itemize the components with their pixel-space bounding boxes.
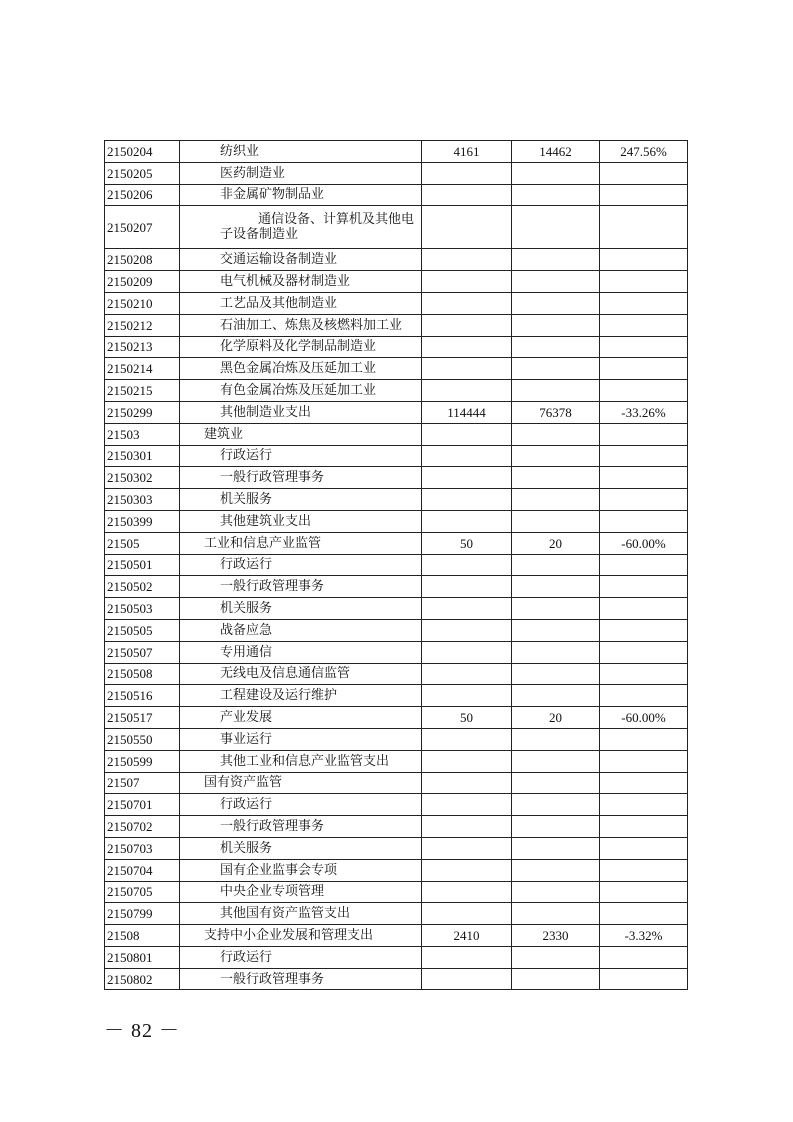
table-row [105,271,688,293]
value-cell-2 [512,510,600,532]
table-row [105,141,688,163]
table-row [105,772,688,794]
subject-name-cell: 国有企业监事会专项 [180,859,422,881]
subject-name-cell: 工艺品及其他制造业 [180,292,422,314]
table-row [105,314,688,336]
change-rate-cell [600,663,688,685]
table-row [105,358,688,380]
value-cell-2 [512,423,600,445]
subject-code-cell: 2150208 [105,249,180,271]
subject-code-cell: 2150210 [105,292,180,314]
value-cell-1: 50 [422,532,512,554]
subject-name-cell: 建筑业 [180,423,422,445]
table-row [105,292,688,314]
subject-name-cell: 国有资产监管 [180,772,422,794]
value-cell-2 [512,946,600,968]
value-cell-2 [512,794,600,816]
subject-name-cell: 中央企业专项管理 [180,881,422,903]
change-rate-cell [600,576,688,598]
value-cell-2 [512,968,600,990]
subject-name-cell: 支持中小企业发展和管理支出 [180,925,422,947]
subject-name-cell: 行政运行 [180,946,422,968]
value-cell-2 [512,728,600,750]
change-rate-cell [600,271,688,293]
value-cell-2 [512,489,600,511]
value-cell-1 [422,598,512,620]
table-row [105,336,688,358]
change-rate-cell [600,510,688,532]
subject-name-cell: 其他工业和信息产业监管支出 [180,750,422,772]
change-rate-cell [600,184,688,206]
value-cell-1 [422,292,512,314]
table-row [105,554,688,576]
budget-table [104,140,688,990]
value-cell-1 [422,467,512,489]
subject-code-cell: 2150703 [105,837,180,859]
value-cell-1 [422,554,512,576]
value-cell-1 [422,184,512,206]
change-rate-cell [600,968,688,990]
value-cell-2 [512,663,600,685]
subject-name-cell: 事业运行 [180,728,422,750]
table-row [105,925,688,947]
value-cell-1 [422,685,512,707]
subject-name-cell: 有色金属冶炼及压延加工业 [180,380,422,402]
subject-name-cell: 机关服务 [180,837,422,859]
table-row [105,401,688,423]
table-row [105,619,688,641]
subject-code-cell: 2150702 [105,816,180,838]
change-rate-cell [600,554,688,576]
value-cell-2 [512,772,600,794]
value-cell-2 [512,816,600,838]
value-cell-2 [512,685,600,707]
value-cell-2 [512,837,600,859]
value-cell-1 [422,794,512,816]
value-cell-2 [512,292,600,314]
table-row [105,510,688,532]
table-row [105,445,688,467]
value-cell-1 [422,728,512,750]
table-row [105,206,688,249]
change-rate-cell: -60.00% [600,532,688,554]
table-row [105,837,688,859]
table-row [105,249,688,271]
subject-name-cell: 一般行政管理事务 [180,576,422,598]
change-rate-cell [600,489,688,511]
subject-code-cell: 21505 [105,532,180,554]
change-rate-cell [600,423,688,445]
subject-name-cell: 非金属矿物制品业 [180,184,422,206]
value-cell-1 [422,837,512,859]
table-row [105,380,688,402]
subject-code-cell: 2150205 [105,162,180,184]
value-cell-1 [422,641,512,663]
subject-code-cell: 2150704 [105,859,180,881]
change-rate-cell [600,859,688,881]
value-cell-2 [512,598,600,620]
subject-code-cell: 2150705 [105,881,180,903]
value-cell-1: 4161 [422,141,512,163]
table-row [105,184,688,206]
value-cell-2 [512,445,600,467]
value-cell-1 [422,816,512,838]
subject-code-cell: 2150204 [105,141,180,163]
subject-name-cell: 石油加工、炼焦及核燃料加工业 [180,314,422,336]
value-cell-1 [422,663,512,685]
subject-code-cell: 2150516 [105,685,180,707]
change-rate-cell [600,641,688,663]
subject-code-cell: 2150501 [105,554,180,576]
value-cell-1 [422,162,512,184]
value-cell-2 [512,576,600,598]
subject-name-cell: 机关服务 [180,489,422,511]
table-row [105,750,688,772]
subject-code-cell: 2150214 [105,358,180,380]
change-rate-cell [600,772,688,794]
subject-name-cell: 工业和信息产业监管 [180,532,422,554]
table-row [105,423,688,445]
value-cell-1: 114444 [422,401,512,423]
subject-code-cell: 2150507 [105,641,180,663]
change-rate-cell [600,336,688,358]
subject-name-cell: 纺织业 [180,141,422,163]
value-cell-2: 20 [512,707,600,729]
change-rate-cell [600,881,688,903]
value-cell-1 [422,881,512,903]
subject-name-cell: 其他国有资产监管支出 [180,903,422,925]
change-rate-cell [600,206,688,249]
value-cell-2: 20 [512,532,600,554]
subject-name-cell: 行政运行 [180,794,422,816]
subject-name-cell: 其他建筑业支出 [180,510,422,532]
subject-code-cell: 2150503 [105,598,180,620]
subject-name-cell: 交通运输设备制造业 [180,249,422,271]
subject-code-cell: 2150799 [105,903,180,925]
subject-code-cell: 2150505 [105,619,180,641]
table-row [105,816,688,838]
subject-code-cell: 2150517 [105,707,180,729]
change-rate-cell [600,794,688,816]
subject-name-cell: 通信设备、计算机及其他电子设备制造业 [180,206,422,249]
change-rate-cell: -3.32% [600,925,688,947]
subject-code-cell: 2150301 [105,445,180,467]
value-cell-1 [422,859,512,881]
table-row [105,794,688,816]
subject-code-cell: 2150502 [105,576,180,598]
value-cell-2 [512,750,600,772]
subject-code-cell: 2150550 [105,728,180,750]
value-cell-2: 76378 [512,401,600,423]
subject-name-cell: 工程建设及运行维护 [180,685,422,707]
value-cell-1 [422,336,512,358]
value-cell-1: 50 [422,707,512,729]
subject-code-cell: 2150801 [105,946,180,968]
value-cell-1 [422,271,512,293]
value-cell-1 [422,750,512,772]
subject-name-cell: 一般行政管理事务 [180,816,422,838]
subject-name-cell: 其他制造业支出 [180,401,422,423]
value-cell-1 [422,489,512,511]
subject-code-cell: 21503 [105,423,180,445]
value-cell-2 [512,162,600,184]
subject-code-cell: 2150299 [105,401,180,423]
change-rate-cell [600,314,688,336]
table-row [105,162,688,184]
subject-code-cell: 2150215 [105,380,180,402]
table-row [105,467,688,489]
subject-name-cell: 战备应急 [180,619,422,641]
value-cell-2 [512,554,600,576]
subject-code-cell: 2150508 [105,663,180,685]
table-row [105,663,688,685]
value-cell-2 [512,903,600,925]
page-number: － 82 － [104,1020,180,1042]
value-cell-1 [422,249,512,271]
subject-code-cell: 2150207 [105,206,180,249]
subject-code-cell: 2150802 [105,968,180,990]
value-cell-2 [512,314,600,336]
subject-name-cell: 专用通信 [180,641,422,663]
value-cell-1 [422,510,512,532]
subject-code-cell: 21507 [105,772,180,794]
change-rate-cell [600,445,688,467]
change-rate-cell [600,816,688,838]
subject-code-cell: 2150599 [105,750,180,772]
subject-name-cell: 机关服务 [180,598,422,620]
change-rate-cell [600,946,688,968]
subject-name-cell: 产业发展 [180,707,422,729]
subject-name-cell: 电气机械及器材制造业 [180,271,422,293]
value-cell-2 [512,641,600,663]
value-cell-2 [512,271,600,293]
value-cell-1 [422,772,512,794]
table-row [105,903,688,925]
value-cell-2 [512,336,600,358]
value-cell-1 [422,576,512,598]
change-rate-cell [600,685,688,707]
value-cell-2 [512,206,600,249]
value-cell-1 [422,206,512,249]
value-cell-1: 2410 [422,925,512,947]
change-rate-cell [600,598,688,620]
subject-code-cell: 2150303 [105,489,180,511]
value-cell-2: 2330 [512,925,600,947]
change-rate-cell [600,358,688,380]
subject-name-cell: 一般行政管理事务 [180,467,422,489]
change-rate-cell [600,380,688,402]
table-row [105,859,688,881]
table-row [105,532,688,554]
value-cell-2 [512,467,600,489]
value-cell-1 [422,946,512,968]
table-body [105,141,688,990]
table-row [105,707,688,729]
table-row [105,489,688,511]
subject-code-cell: 2150399 [105,510,180,532]
subject-name-cell: 医药制造业 [180,162,422,184]
value-cell-1 [422,423,512,445]
table-row [105,968,688,990]
value-cell-1 [422,314,512,336]
change-rate-cell [600,249,688,271]
subject-code-cell: 2150701 [105,794,180,816]
value-cell-2: 14462 [512,141,600,163]
value-cell-2 [512,881,600,903]
table-row [105,576,688,598]
value-cell-2 [512,859,600,881]
change-rate-cell [600,837,688,859]
value-cell-2 [512,619,600,641]
subject-code-cell: 2150302 [105,467,180,489]
value-cell-1 [422,380,512,402]
table-row [105,881,688,903]
change-rate-cell: -60.00% [600,707,688,729]
subject-code-cell: 21508 [105,925,180,947]
subject-code-cell: 2150206 [105,184,180,206]
change-rate-cell [600,467,688,489]
subject-code-cell: 2150212 [105,314,180,336]
subject-name-cell: 行政运行 [180,554,422,576]
change-rate-cell: -33.26% [600,401,688,423]
subject-name-cell: 黑色金属冶炼及压延加工业 [180,358,422,380]
subject-code-cell: 2150213 [105,336,180,358]
change-rate-cell [600,728,688,750]
subject-name-cell: 无线电及信息通信监管 [180,663,422,685]
value-cell-1 [422,968,512,990]
change-rate-cell [600,619,688,641]
value-cell-2 [512,380,600,402]
table-row [105,685,688,707]
value-cell-2 [512,184,600,206]
subject-name-cell: 行政运行 [180,445,422,467]
table-row [105,946,688,968]
value-cell-1 [422,358,512,380]
value-cell-1 [422,619,512,641]
change-rate-cell [600,750,688,772]
value-cell-1 [422,445,512,467]
value-cell-2 [512,249,600,271]
change-rate-cell [600,292,688,314]
table-row [105,598,688,620]
table-row [105,728,688,750]
change-rate-cell [600,162,688,184]
table-row [105,641,688,663]
value-cell-2 [512,358,600,380]
subject-name-cell: 化学原料及化学制品制造业 [180,336,422,358]
change-rate-cell [600,903,688,925]
subject-code-cell: 2150209 [105,271,180,293]
value-cell-1 [422,903,512,925]
change-rate-cell: 247.56% [600,141,688,163]
subject-name-cell: 一般行政管理事务 [180,968,422,990]
